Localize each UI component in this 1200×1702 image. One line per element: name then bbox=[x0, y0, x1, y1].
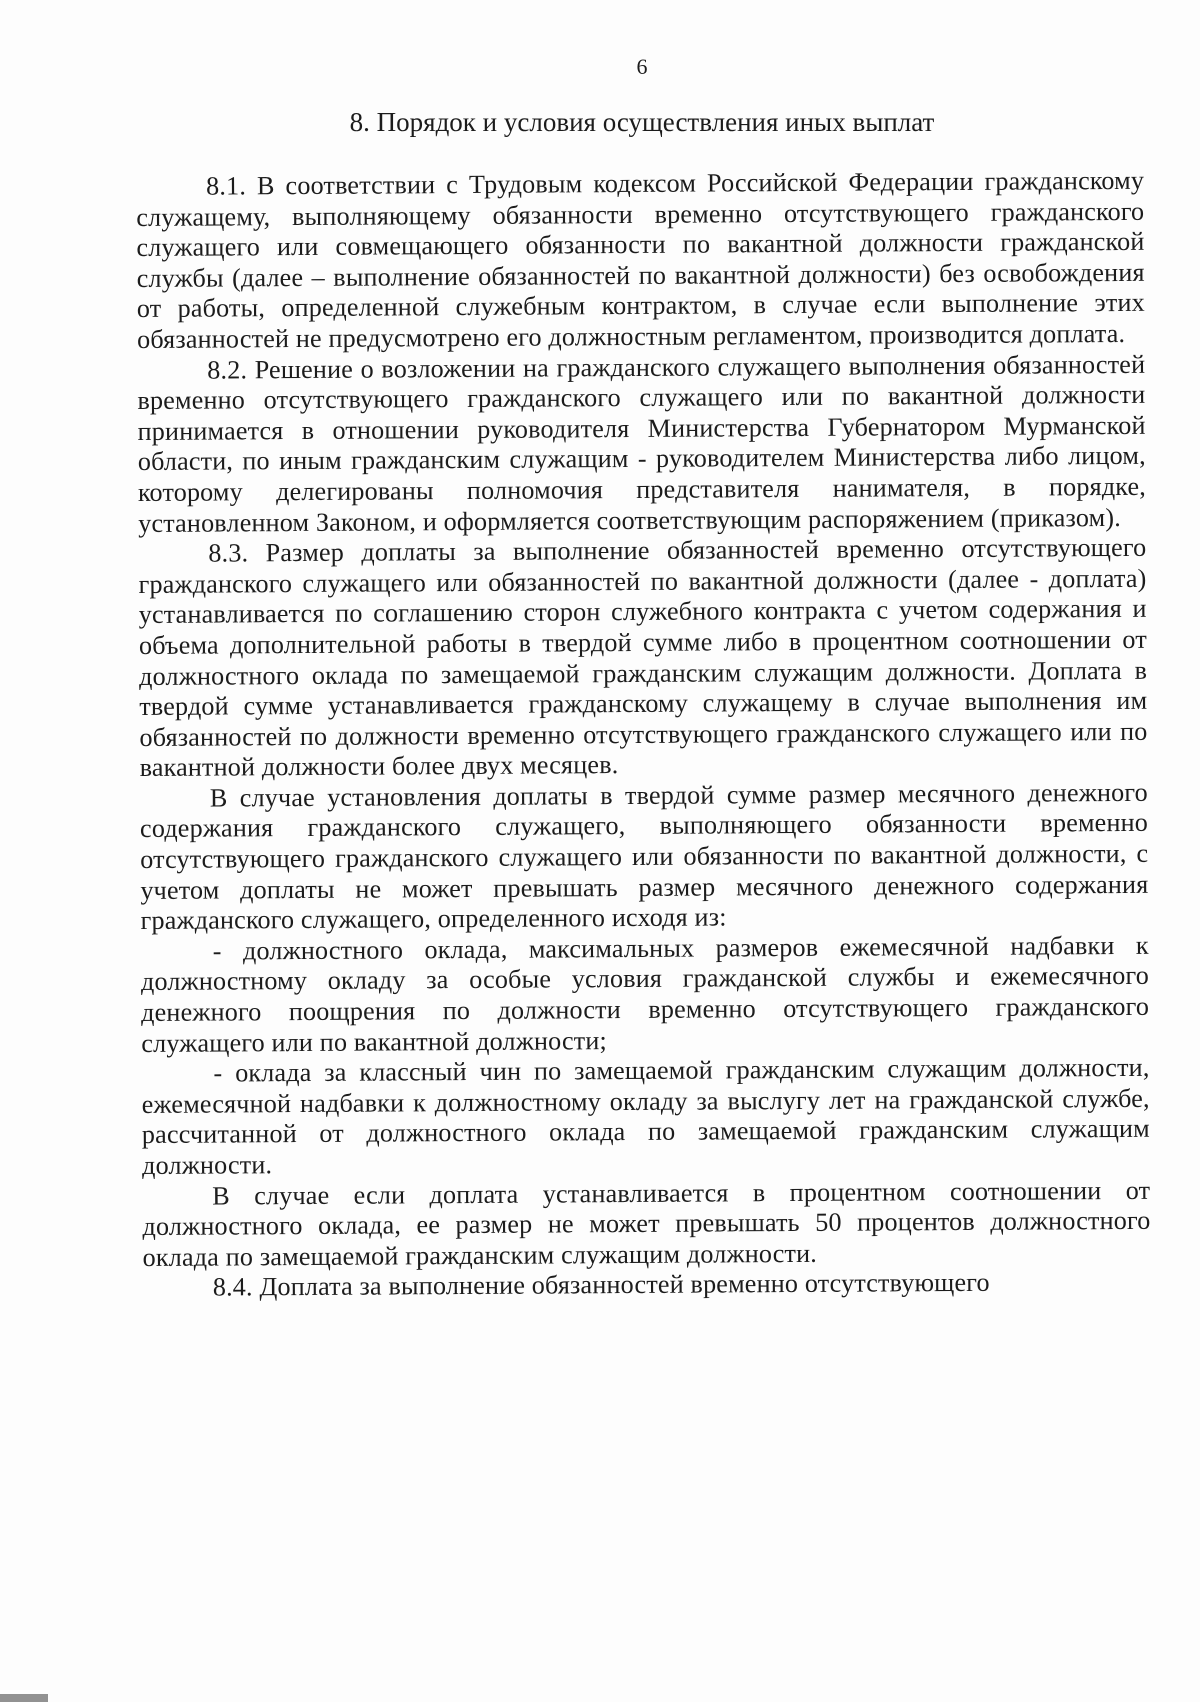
paragraph-fixed-sum-limit: В случае установления доплаты в твердой сумме размер месячного денежного содержания гражданского служащего, выполняющего обязанности временно отсутствующего гражданского служащего или обязанности по вакантной должности, с учетом доплаты не может превышать размер месячного денежного содержания гражданского служащего, определенного исходя из: bbox=[139, 777, 1149, 936]
list-item-official-salary: - должностного оклада, максимальных размеров ежемесячной надбавки к должностному окладу за особые условия гражданской службы и ежемесячного денежного поощрения по должности временно отсутствующего гражданского служащего или по вакантной должности; bbox=[140, 930, 1150, 1058]
paragraph-8-2: 8.2. Решение о возложении на гражданского служащего выполнения обязанностей временно отсутствующего гражданского служащего или по вакантной должности принимается в отношении руководителя Министерства Губернатором Мурманской области, по иным гражданским служащим - руководителем Министерства либо лицом, которому делегированы полномочия представителя нанимателя, в порядке, установленном Законом, и оформляется соответствующим распоряжением (приказом). bbox=[137, 349, 1147, 538]
paragraph-8-4: 8.4. Доплата за выполнение обязанностей временно отсутствующего bbox=[212, 1268, 990, 1302]
paragraph-8-1: 8.1. В соответствии с Трудовым кодексом Российской Федерации гражданскому служащему, выполняющему обязанности временно отсутствующего гражданского служащего или совмещающего обязанности по вакантной должности гражданской службы (далее – выполнение обязанностей по вакантной должности) без освобождения от работы, определенной служебным контрактом, в случае если выполнение этих обязанностей не предусмотрено его должностным регламентом, производится доплата. bbox=[136, 165, 1145, 354]
paragraph-percent-limit: В случае если доплата устанавливается в процентном соотношении от должностного оклада, ее размер не может превышать 50 процентов должностного оклада по замещаемой гражданским служащим должности. bbox=[142, 1175, 1151, 1272]
body-text bbox=[136, 166, 1151, 1304]
list-item-class-rank-salary: - оклада за классный чин по замещаемой гражданским служащим должности, ежемесячной надбавки к должностному окладу за выслугу лет на гражданской службе, рассчитанной от должностного оклада по замещаемой гражданским служащим должности. bbox=[141, 1053, 1150, 1180]
page-number: 6 bbox=[636, 54, 648, 79]
section-title: 8. Порядок и условия осуществления иных выплат bbox=[349, 107, 935, 137]
paragraph-8-3: 8.3. Размер доплаты за выполнение обязанностей временно отсутствующего гражданского служащего или обязанностей по вакантной должности (далее - доплата) устанавливается по соглашению сторон служебного контракта с учетом содержания и объема дополнительной работы в твердой сумме либо в процентном соотношении от должностного оклада по замещаемой гражданским служащим должности. Доплата в твердой сумме устанавливается гражданскому служащему в случае выполнения им обязанностей по должности временно отсутствующего гражданского служащего или по вакантной должности более двух месяцев. bbox=[138, 532, 1148, 783]
scan-edge-mark bbox=[0, 1694, 48, 1702]
